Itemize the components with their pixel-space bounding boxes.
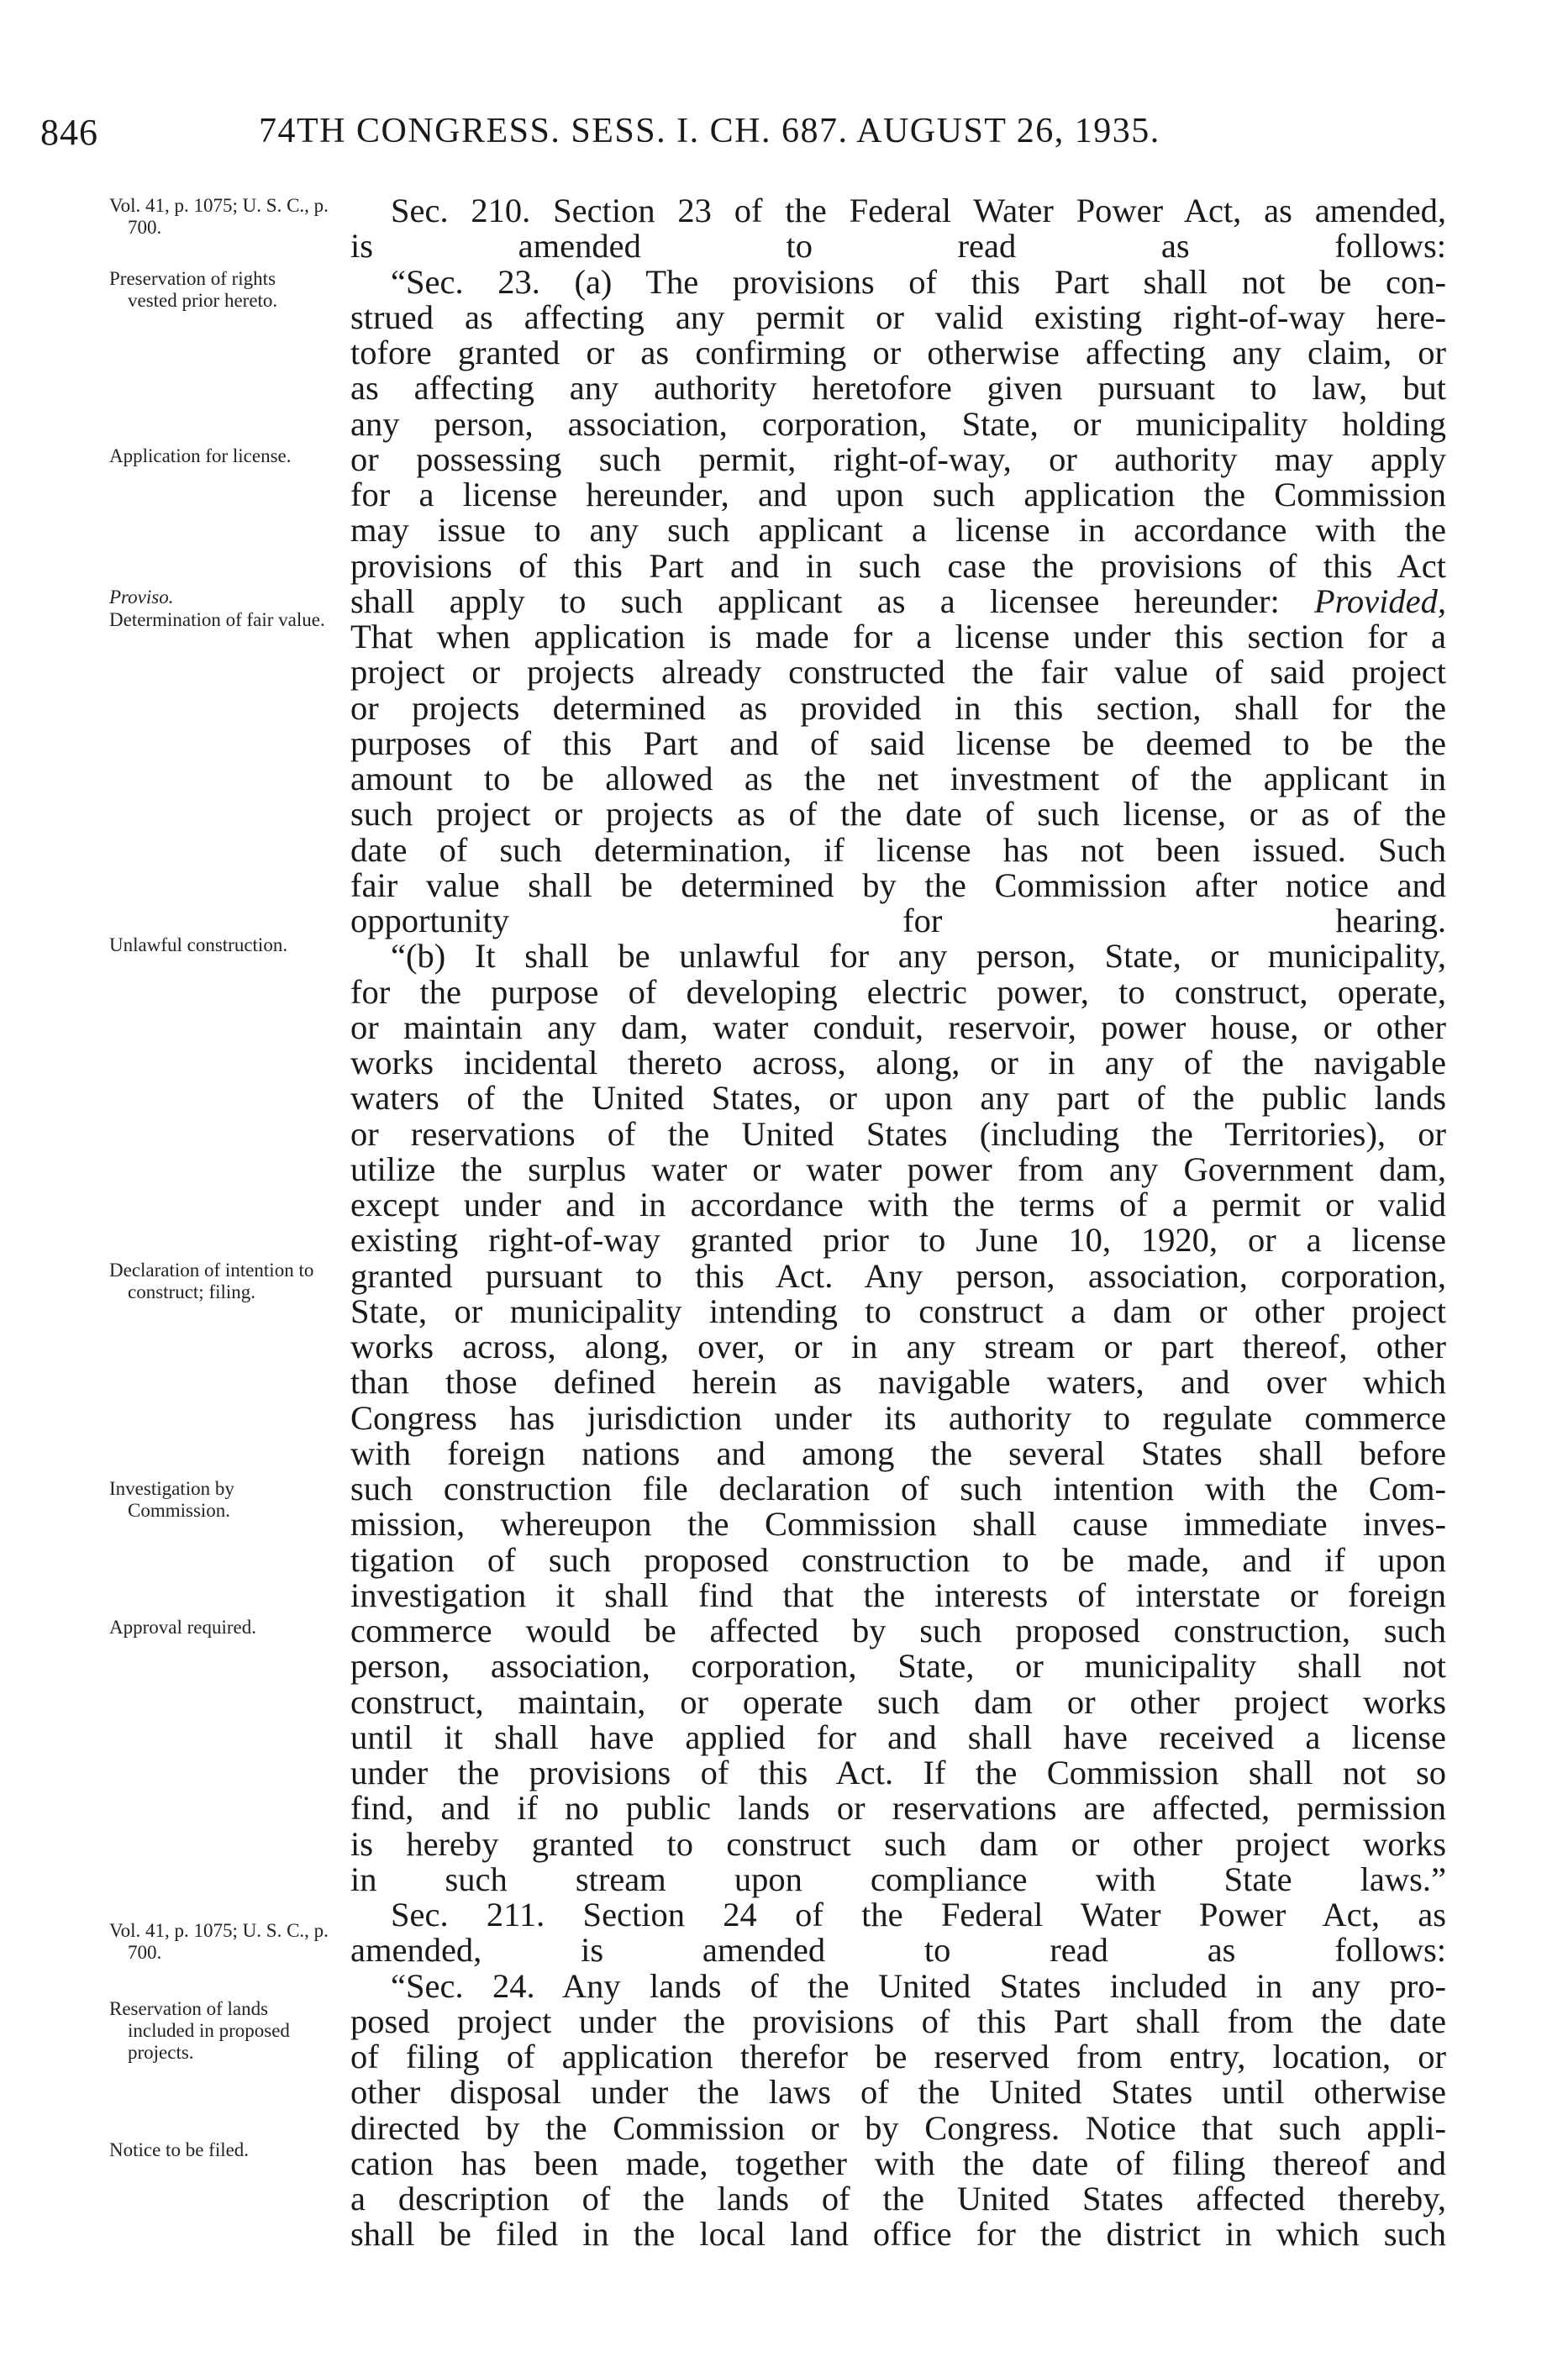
body-line: State, or municipality intending to construct a dam or other project: [350, 1291, 1446, 1330]
body-line: or maintain any dam, water conduit, reservoir, power house, or other: [350, 1007, 1446, 1046]
body-line: “(b) It shall be unlawful for any person, State, or municipality,: [391, 937, 1446, 976]
body-line: directed by the Commission or by Congress. Notice that such appli-: [350, 2108, 1446, 2147]
body-line: as affecting any authority heretofore given pursuant to law, but: [350, 369, 1446, 408]
sidenote-reservation: Reservation of lands included in proposed projects.: [109, 1998, 290, 2063]
page-number: 846: [40, 112, 98, 153]
body-line: is hereby granted to construct such dam or other project works: [350, 1824, 1446, 1863]
body-line: or possessing such permit, right-of-way, or authority may apply: [350, 439, 1446, 478]
body-line: of filing of application therefor be reserved from entry, location, or: [350, 2038, 1446, 2075]
body-line: in such stream upon compliance with State laws.”: [350, 1860, 1446, 1898]
body-line: waters of the United States, or upon any part of the public lands: [350, 1079, 1446, 1118]
body-line: until it shall have applied for and shall have received a license: [350, 1718, 1446, 1756]
sidenote-proviso: Proviso.: [109, 587, 174, 608]
sidenote-notice: Notice to be filed.: [109, 2139, 250, 2160]
body-line: fair value shall be determined by the Commission after notice and: [350, 865, 1446, 904]
body-line: than those defined herein as navigable waters, and over which: [350, 1363, 1446, 1402]
body-line: such construction file declaration of such intention with the Com-: [350, 1470, 1446, 1507]
body-line: a description of the lands of the United States affected thereby,: [350, 2180, 1446, 2217]
body-line: find, and if no public lands or reservations are affected, permission: [350, 1789, 1446, 1828]
sidenote-approval: Approval required.: [109, 1617, 256, 1638]
body-line: Sec. 211. Section 24 of the Federal Water Power Act, as: [391, 1896, 1446, 1933]
body-line: for a license hereunder, and upon such application the Commission: [350, 476, 1446, 513]
body-line: posed project under the provisions of this Part shall from the date: [350, 2002, 1446, 2040]
body-line: strued as affecting any permit or valid existing right-of-way here-: [350, 297, 1446, 336]
body-line: is amended to read as follows:: [350, 227, 1446, 266]
body-line: commerce would be affected by such proposed construction, such: [350, 1612, 1446, 1649]
sidenote-unlawful: Unlawful construction.: [109, 934, 288, 955]
body-line: tofore granted or as confirming or otherwise affecting any claim, or: [350, 334, 1446, 371]
page-header: [40, 111, 1418, 170]
body-line: works across, along, over, or in any stream or part thereof, other: [350, 1328, 1446, 1365]
body-line: existing right-of-way granted prior to June 10, 1920, or a license: [350, 1221, 1446, 1260]
body-line: utilize the surplus water or water power from any Government dam,: [350, 1149, 1446, 1188]
body-line: such project or projects as of the date of such license, or as of the: [350, 795, 1446, 834]
body-line: investigation it shall find that the interests of interstate or foreign: [350, 1576, 1446, 1614]
body-line: with foreign nations and among the several States shall before: [350, 1434, 1446, 1472]
statute-body: [350, 193, 1446, 2253]
body-line: purposes of this Part and of said license be deemed to be the: [350, 723, 1446, 762]
sidenote-preservation: Preservation of rights vested prior hereto.: [109, 268, 278, 311]
body-line: “Sec. 23. (a) The provisions of this Part shall not be con-: [391, 262, 1446, 301]
body-line: construct, maintain, or operate such dam or other project works: [350, 1682, 1446, 1721]
body-line: tigation of such proposed construction to be made, and if upon: [350, 1540, 1446, 1579]
body-line: except under and in accordance with the terms of a permit or valid: [350, 1186, 1446, 1223]
body-line: project or projects already constructed the fair value of said project: [350, 653, 1446, 692]
body-line: works incidental thereto across, along, or in any of the navigable: [350, 1044, 1446, 1081]
sidenote-vol-ref: Vol. 41, p. 1075; U. S. C., p. 700.: [109, 195, 329, 238]
body-line: person, association, corporation, State, or municipality shall not: [350, 1647, 1446, 1686]
body-line: may issue to any such applicant a license in accordance with the: [350, 511, 1446, 550]
body-line: shall apply to such applicant as a licensee hereunder: Provided,: [350, 581, 1446, 620]
body-line: opportunity for hearing.: [350, 902, 1446, 939]
body-line: “Sec. 24. Any lands of the United States included in any pro-: [391, 1966, 1446, 2005]
body-line: Congress has jurisdiction under its authority to regulate commerce: [350, 1398, 1446, 1437]
body-line: for the purpose of developing electric power, to construct, operate,: [350, 972, 1446, 1011]
sidenote-declaration: Declaration of intention to construct; filing.: [109, 1260, 314, 1302]
body-line: other disposal under the laws of the United States until otherwise: [350, 2073, 1446, 2112]
body-line: any person, association, corporation, State, or municipality holding: [350, 404, 1446, 443]
running-head: 74TH CONGRESS. SESS. I. CH. 687. AUGUST 26, 1935.: [259, 112, 1160, 150]
sidenote-application: Application for license.: [109, 445, 292, 466]
body-line: That when application is made for a license under this section for a: [350, 618, 1446, 655]
body-line: or reservations of the United States (including the Territories), or: [350, 1114, 1446, 1153]
body-line: amount to be allowed as the net investment of the applicant in: [350, 760, 1446, 797]
sidenote-investigation: Investigation by Commission.: [109, 1478, 234, 1521]
body-line: provisions of this Part and in such case the provisions of this Act: [350, 546, 1446, 585]
body-line: date of such determination, if license has not been issued. Such: [350, 830, 1446, 869]
body-line: under the provisions of this Act. If the Commission shall not so: [350, 1754, 1446, 1791]
body-line: mission, whereupon the Commission shall cause immediate inves-: [350, 1505, 1446, 1544]
sidenote-determination: Determination of fair value.: [109, 609, 325, 630]
body-line: shall be filed in the local land office for the district in which such: [350, 2215, 1446, 2254]
body-line: amended, is amended to read as follows:: [350, 1931, 1446, 1970]
body-line: or projects determined as provided in this section, shall for the: [350, 688, 1446, 727]
sidenote-vol-ref: Vol. 41, p. 1075; U. S. C., p. 700.: [109, 1920, 329, 1963]
body-line: Sec. 210. Section 23 of the Federal Water Power Act, as amended,: [391, 192, 1446, 229]
body-line: cation has been made, together with the date of filing thereof and: [350, 2144, 1446, 2182]
body-line: granted pursuant to this Act. Any person, association, corporation,: [350, 1256, 1446, 1295]
